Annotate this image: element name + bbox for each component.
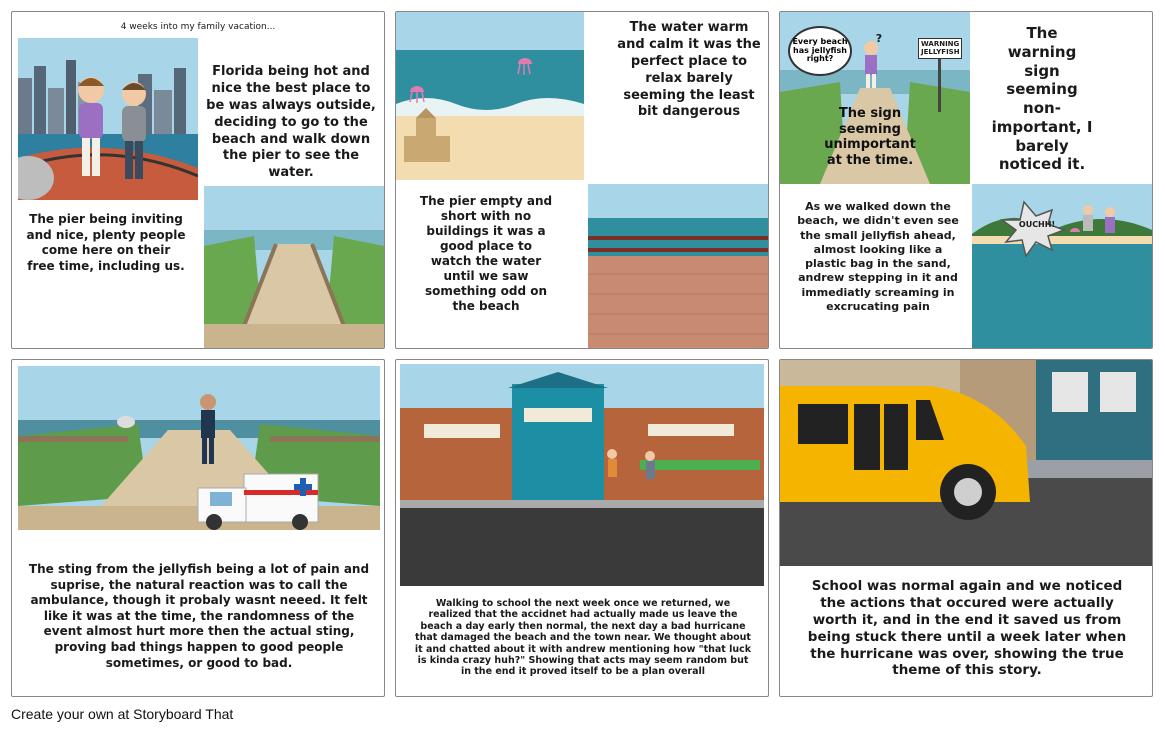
panel-1-scene-city-pier [18,38,198,200]
panel-2-text-left: The pier empty and short with no buildings it was a good place to watch the water until we saw something odd on the beach [419,194,553,313]
panel-3-scene-caption: The sign seeming unimportant at the time. [824,106,916,168]
panel-1-scene-boardwalk [204,186,384,348]
panel-6-scene-school-bus [780,360,1152,566]
panel-2 [395,11,769,349]
panel-3-warning-sign: WARNING JELLYFISH [918,38,962,59]
panel-4-scene-ambulance [18,366,380,530]
panel-3-speech-mark: ? [875,32,883,45]
panel-4 [11,359,385,697]
panel-3-text-left: As we walked down the beach, we didn't even see the small jellyfish ahead, almost looking like a plastic bag in the sand, andrew stepping in it and immediatly screaming in excrucating pain [797,200,959,314]
panel-6 [779,359,1153,697]
panel-2-text-right: The water warm and calm it was the perfect place to relax barely seeming the least bit dangerous [617,20,761,120]
panel-4-text: The sting from the jellyfish being a lot of pain and suprise, the natural reaction was to call the ambulance, though it probaly wasnt neeed. It felt like it was at the time, the randomness of the event almost hurt more then the actual sting, proving bad things happen to good people sometimes, or good to bad. [28,562,370,670]
panel-6-text: School was normal again and we noticed the actions that occured were actually worth it, and in the end it saved us from being stuck there until a week later when the hurricane was over, showing the true theme of this story. [807,578,1127,679]
panel-1-caption-top: 4 weeks into my family vacation... [120,22,276,32]
panel-3-scene-sting [972,184,1152,348]
panel-1 [11,11,385,349]
panel-5-text: Walking to school the next week once we returned, we realized that the accidnet had actually made us leave the beach a day early then normal, the next day a bad hurricane that damaged the beach and the town near. We thought about it and chatted about it with andrew mentioning how "that luck is kinda crazy huh?" Showing that acts may seem random but in the end it proved itself to be a plan overall [414,598,752,678]
footer-credit[interactable]: Create your own at Storyboard That [11,706,234,722]
panel-3-text-right: The warning sign seeming non-important, I barely noticed it. [991,24,1093,174]
panel-3-exclamation: OUCHH! [1018,220,1056,229]
panel-3 [779,11,1153,349]
panel-5 [395,359,769,697]
panel-3-speech-bubble: Every beach has jellyfish right? [788,26,852,76]
panel-2-scene-beach [396,12,584,180]
panel-2-scene-pier-deck [588,184,768,348]
panel-1-text-left: The pier being inviting and nice, plenty people come here on their free time, including us. [26,212,186,273]
panel-5-scene-town [400,364,764,586]
panel-1-text-right: Florida being hot and nice the best place to be was always outside, deciding to go to the beach and walk down the pier to see the water. [206,64,376,181]
